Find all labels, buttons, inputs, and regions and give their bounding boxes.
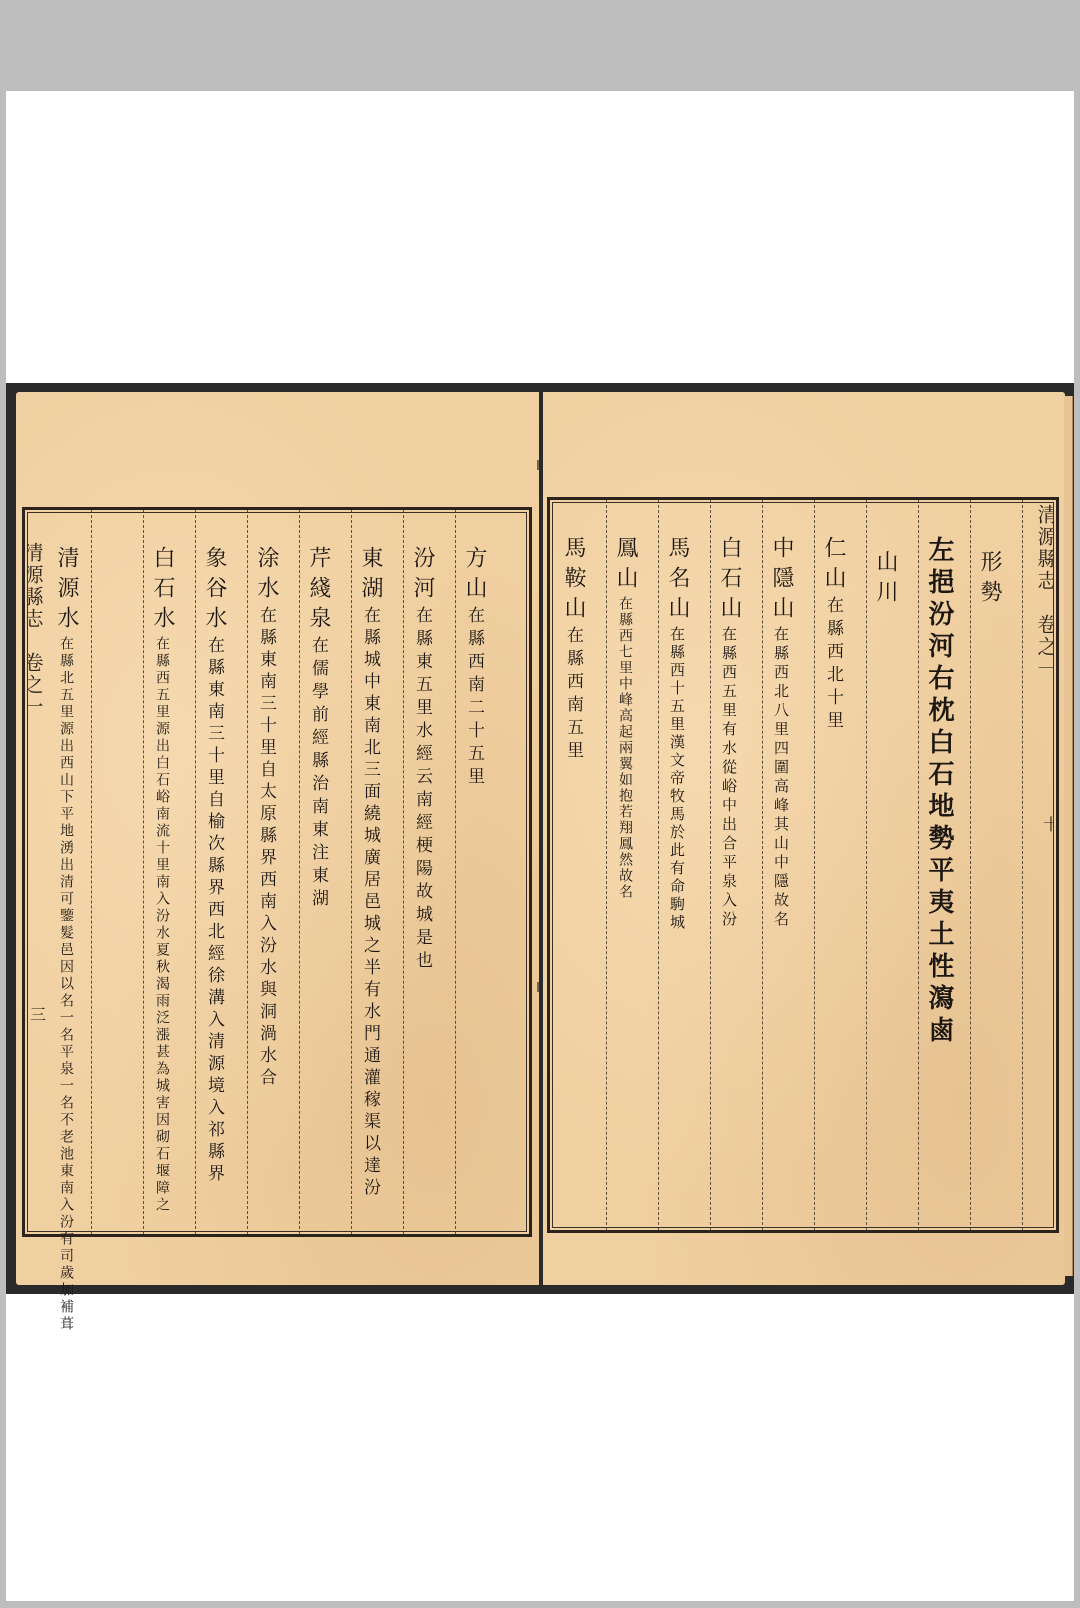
document-viewer (6, 91, 1074, 1601)
right-text-frame (547, 497, 1059, 1233)
book-scan (6, 383, 1074, 1333)
column-maming-shan: 馬名山在縣西十五里漢文帝牧馬於此有命駒城 (665, 536, 690, 932)
left-margin-title: 清源縣志 卷之一 (20, 542, 44, 718)
column-zuoyi: 左挹汾河右枕白石地勢平夷土性瀉鹵 (924, 536, 954, 1048)
right-page (543, 392, 1065, 1285)
column-qinxianquan: 芹綫泉在儒學前經縣治南東注東湖 (306, 546, 331, 912)
left-page (16, 392, 539, 1333)
column-qingyuanshui: 清源水在縣北五里源出西山下平地湧出清可鑒髮邑因以名一名平泉一名不老池東南入汾有司歲加補葺 (54, 546, 79, 1333)
column-maanshan: 馬鞍山在縣西南五里 (561, 536, 586, 764)
column-fenhe: 汾河在縣東五里水經云南經梗陽故城是也 (410, 546, 435, 974)
right-folio: 十 (1042, 815, 1059, 834)
right-margin-title: 清源縣志 卷之一 (1034, 504, 1058, 680)
column-fangshan: 方山在縣西南二十五里 (462, 546, 487, 790)
left-text-frame (22, 507, 532, 1333)
column-fengshan: 鳳山在縣西七里中峰高起兩翼如抱若翔鳳然故名 (613, 536, 638, 900)
column-tushui: 涂水在縣東南三十里自太原縣界西南入汾水與洞渦水合 (254, 546, 279, 1090)
column-donghu: 東湖在縣城中東南北三面繞城廣居邑城之半有水門通灌稼渠以達汾 (358, 546, 383, 1200)
left-folio: 三 (30, 1005, 47, 1024)
column-baishishui: 白石水在縣西五里源出白石峪南流十里南入汾水夏秋渴雨泛漲甚為城害因砌石堰障之 (150, 546, 175, 1214)
heading-xingshi: 形勢 (977, 550, 1002, 610)
column-zhongyinshan: 中隱山在縣西北八里四圍高峰其山中隱故名 (769, 536, 794, 930)
column-xianggushui: 象谷水在縣東南三十里自榆次縣界西北經徐溝入清源境入祁縣界 (202, 546, 227, 1186)
column-baishishan: 白石山在縣西五里有水從峪中出合平泉入汾 (717, 536, 742, 930)
column-renshan: 仁山在縣西北十里 (821, 536, 846, 734)
heading-shanchuan: 山川 (873, 550, 898, 610)
